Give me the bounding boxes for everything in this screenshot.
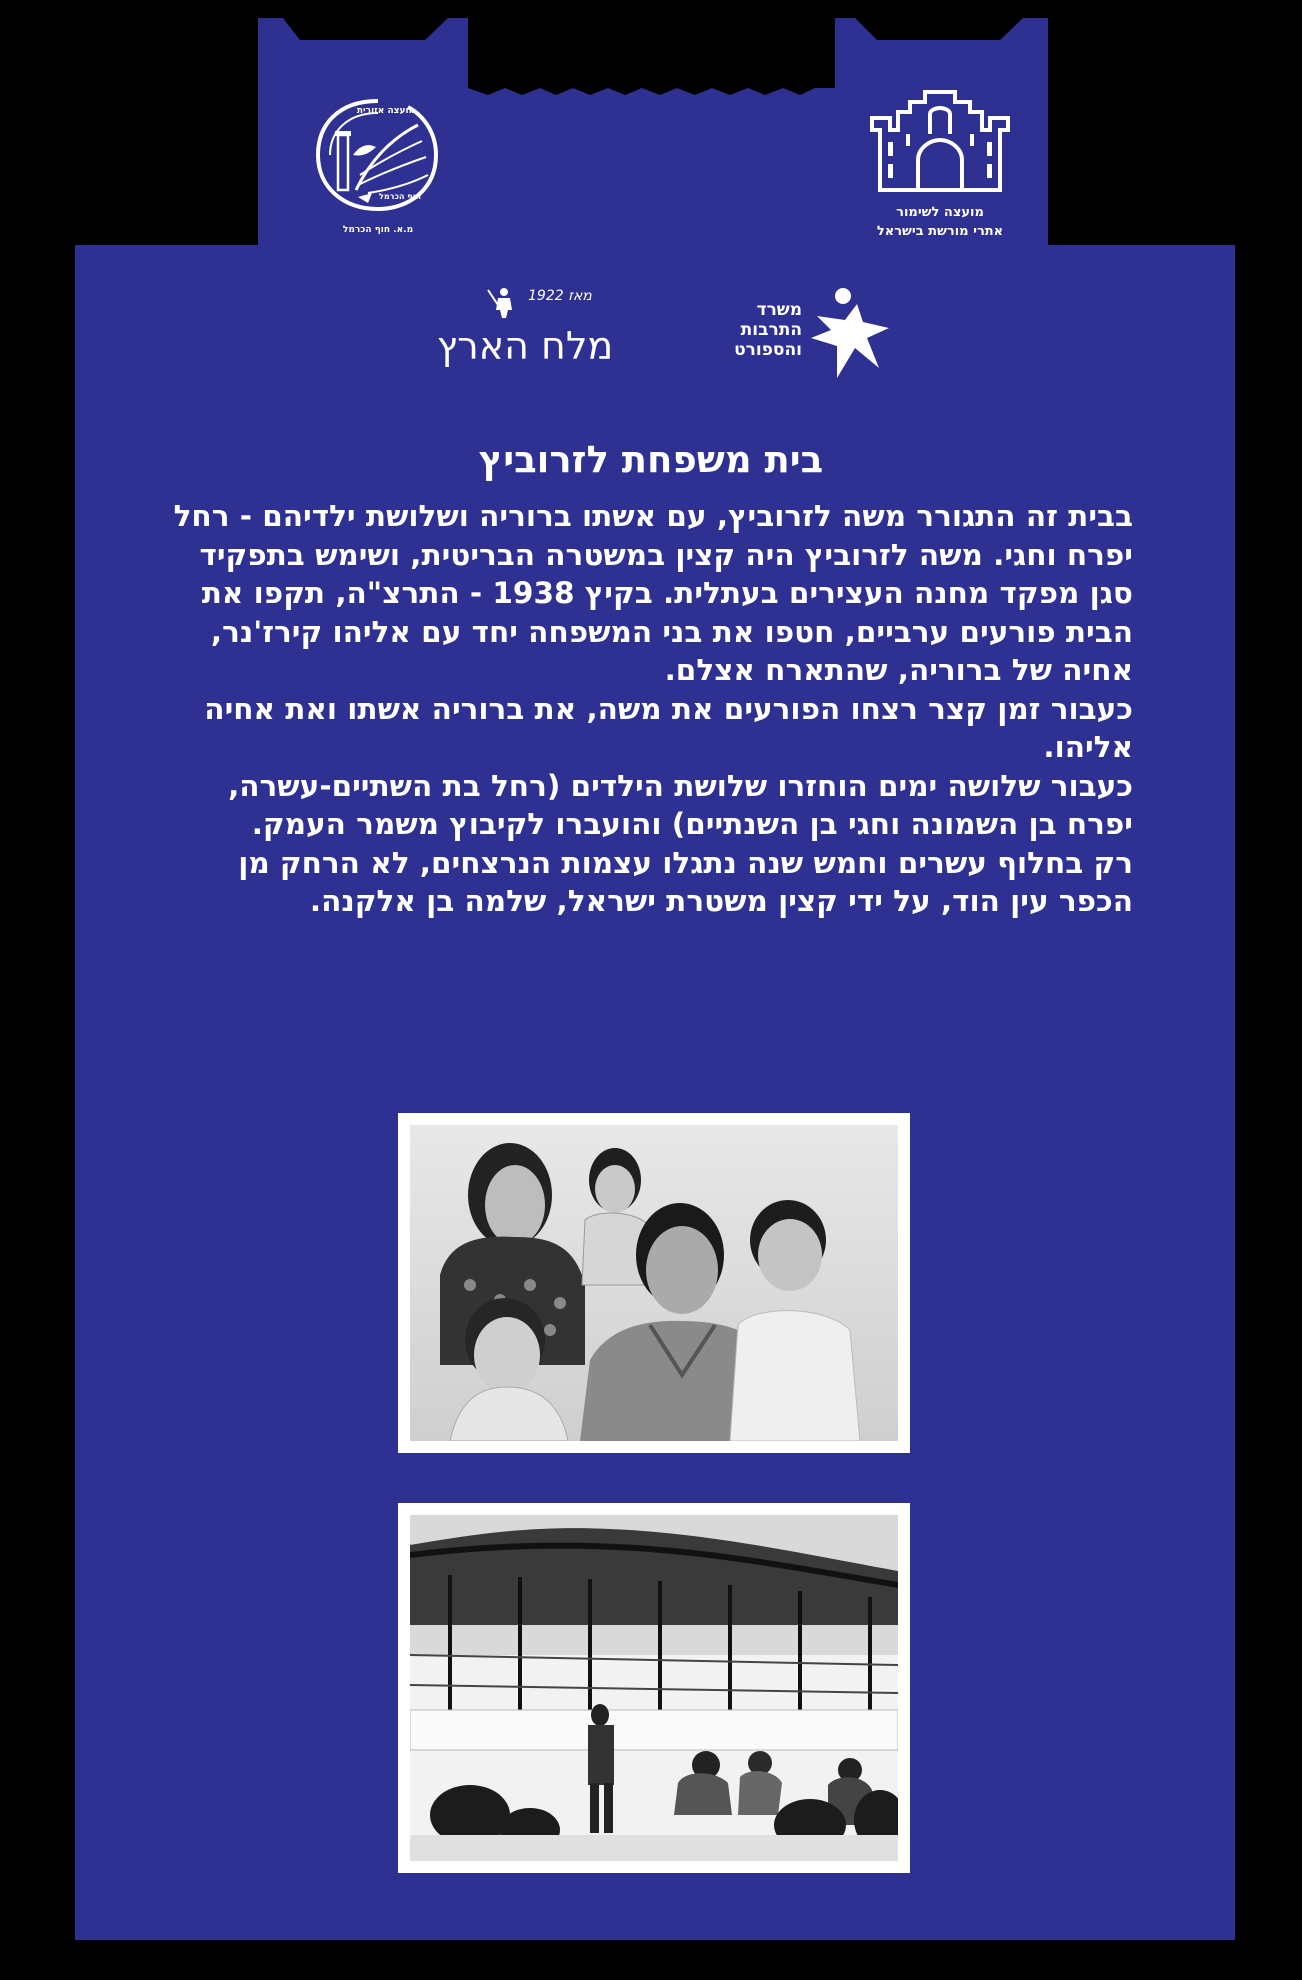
body-text xyxy=(160,497,1133,921)
emblem-seal-text: חוף הכרמל xyxy=(379,192,421,201)
council-logo xyxy=(308,95,448,235)
heritage-caption-line1: מועצה לשימור xyxy=(896,205,984,220)
emblem-ring-text: מועצה אזורית xyxy=(356,106,416,116)
family-photo-icon xyxy=(410,1125,898,1441)
fortress-gate-icon xyxy=(850,90,1030,195)
paragraph-2: כעבור זמן קצר רצחו הפורעים את משה, את ברוריה אשתו ואת אחיה אליהו. xyxy=(204,691,1133,764)
ministry-caption xyxy=(712,300,802,360)
family-portrait xyxy=(398,1113,910,1453)
ministry-caption-line3: והספורט xyxy=(734,340,802,360)
ministry-caption-line1: משרד xyxy=(756,300,802,320)
heritage-logo xyxy=(850,90,1030,241)
ministry-caption-line2: התרבות xyxy=(740,320,802,340)
melach-since: מאז 1922 xyxy=(528,288,592,304)
house-photo xyxy=(398,1503,910,1873)
page-title: בית משפחת לזרוביץ xyxy=(478,438,824,481)
melach-haaretz-logo xyxy=(420,290,630,380)
ministry-logo xyxy=(712,288,892,388)
house-photo-icon xyxy=(410,1515,898,1861)
star-figure-icon xyxy=(807,286,892,381)
paragraph-4: רק בחלוף עשרים וחמש שנה נתגלו עצמות הנרצחים, לא הרחק מן הכפר עין הוד, על ידי קצין משטרת ישראל, שלמה בן אלקנה. xyxy=(238,845,1133,918)
melach-name: מלח הארץ xyxy=(436,324,614,368)
paragraph-1: בבית זה התגורר משה לזרוביץ, עם אשתו ברוריה ושלושת ילדיהם - רחל יפרח וחגי. משה לזרוביץ היה קצין במשטרה הבריטית, ושימש בתפקיד סגן מפקד מחנה העצירים בעתלית. בקיץ 1938 - התרצ"ה, תקפו את הבית פורעים ערביים, חטפו את בני המשפחה יחד עם אליהו קירז'נר, אחיה של ברוריה, שהתארח אצלם. xyxy=(173,499,1133,687)
heritage-caption xyxy=(850,203,1030,241)
heritage-caption-line2: אתרי מורשת בישראל xyxy=(876,224,1004,239)
regional-council-emblem-icon xyxy=(308,95,448,215)
paragraph-3: כעבור שלושה ימים הוחזרו שלושת הילדים (רחל בת השתיים-עשרה, יפרח בן השמונה וחגי בן השנתיים) והועברו לקיבוץ משמר העמק. xyxy=(228,768,1133,841)
council-caption: מ.א. חוף הכרמל xyxy=(342,225,414,235)
farmer-figure-icon xyxy=(486,286,520,320)
